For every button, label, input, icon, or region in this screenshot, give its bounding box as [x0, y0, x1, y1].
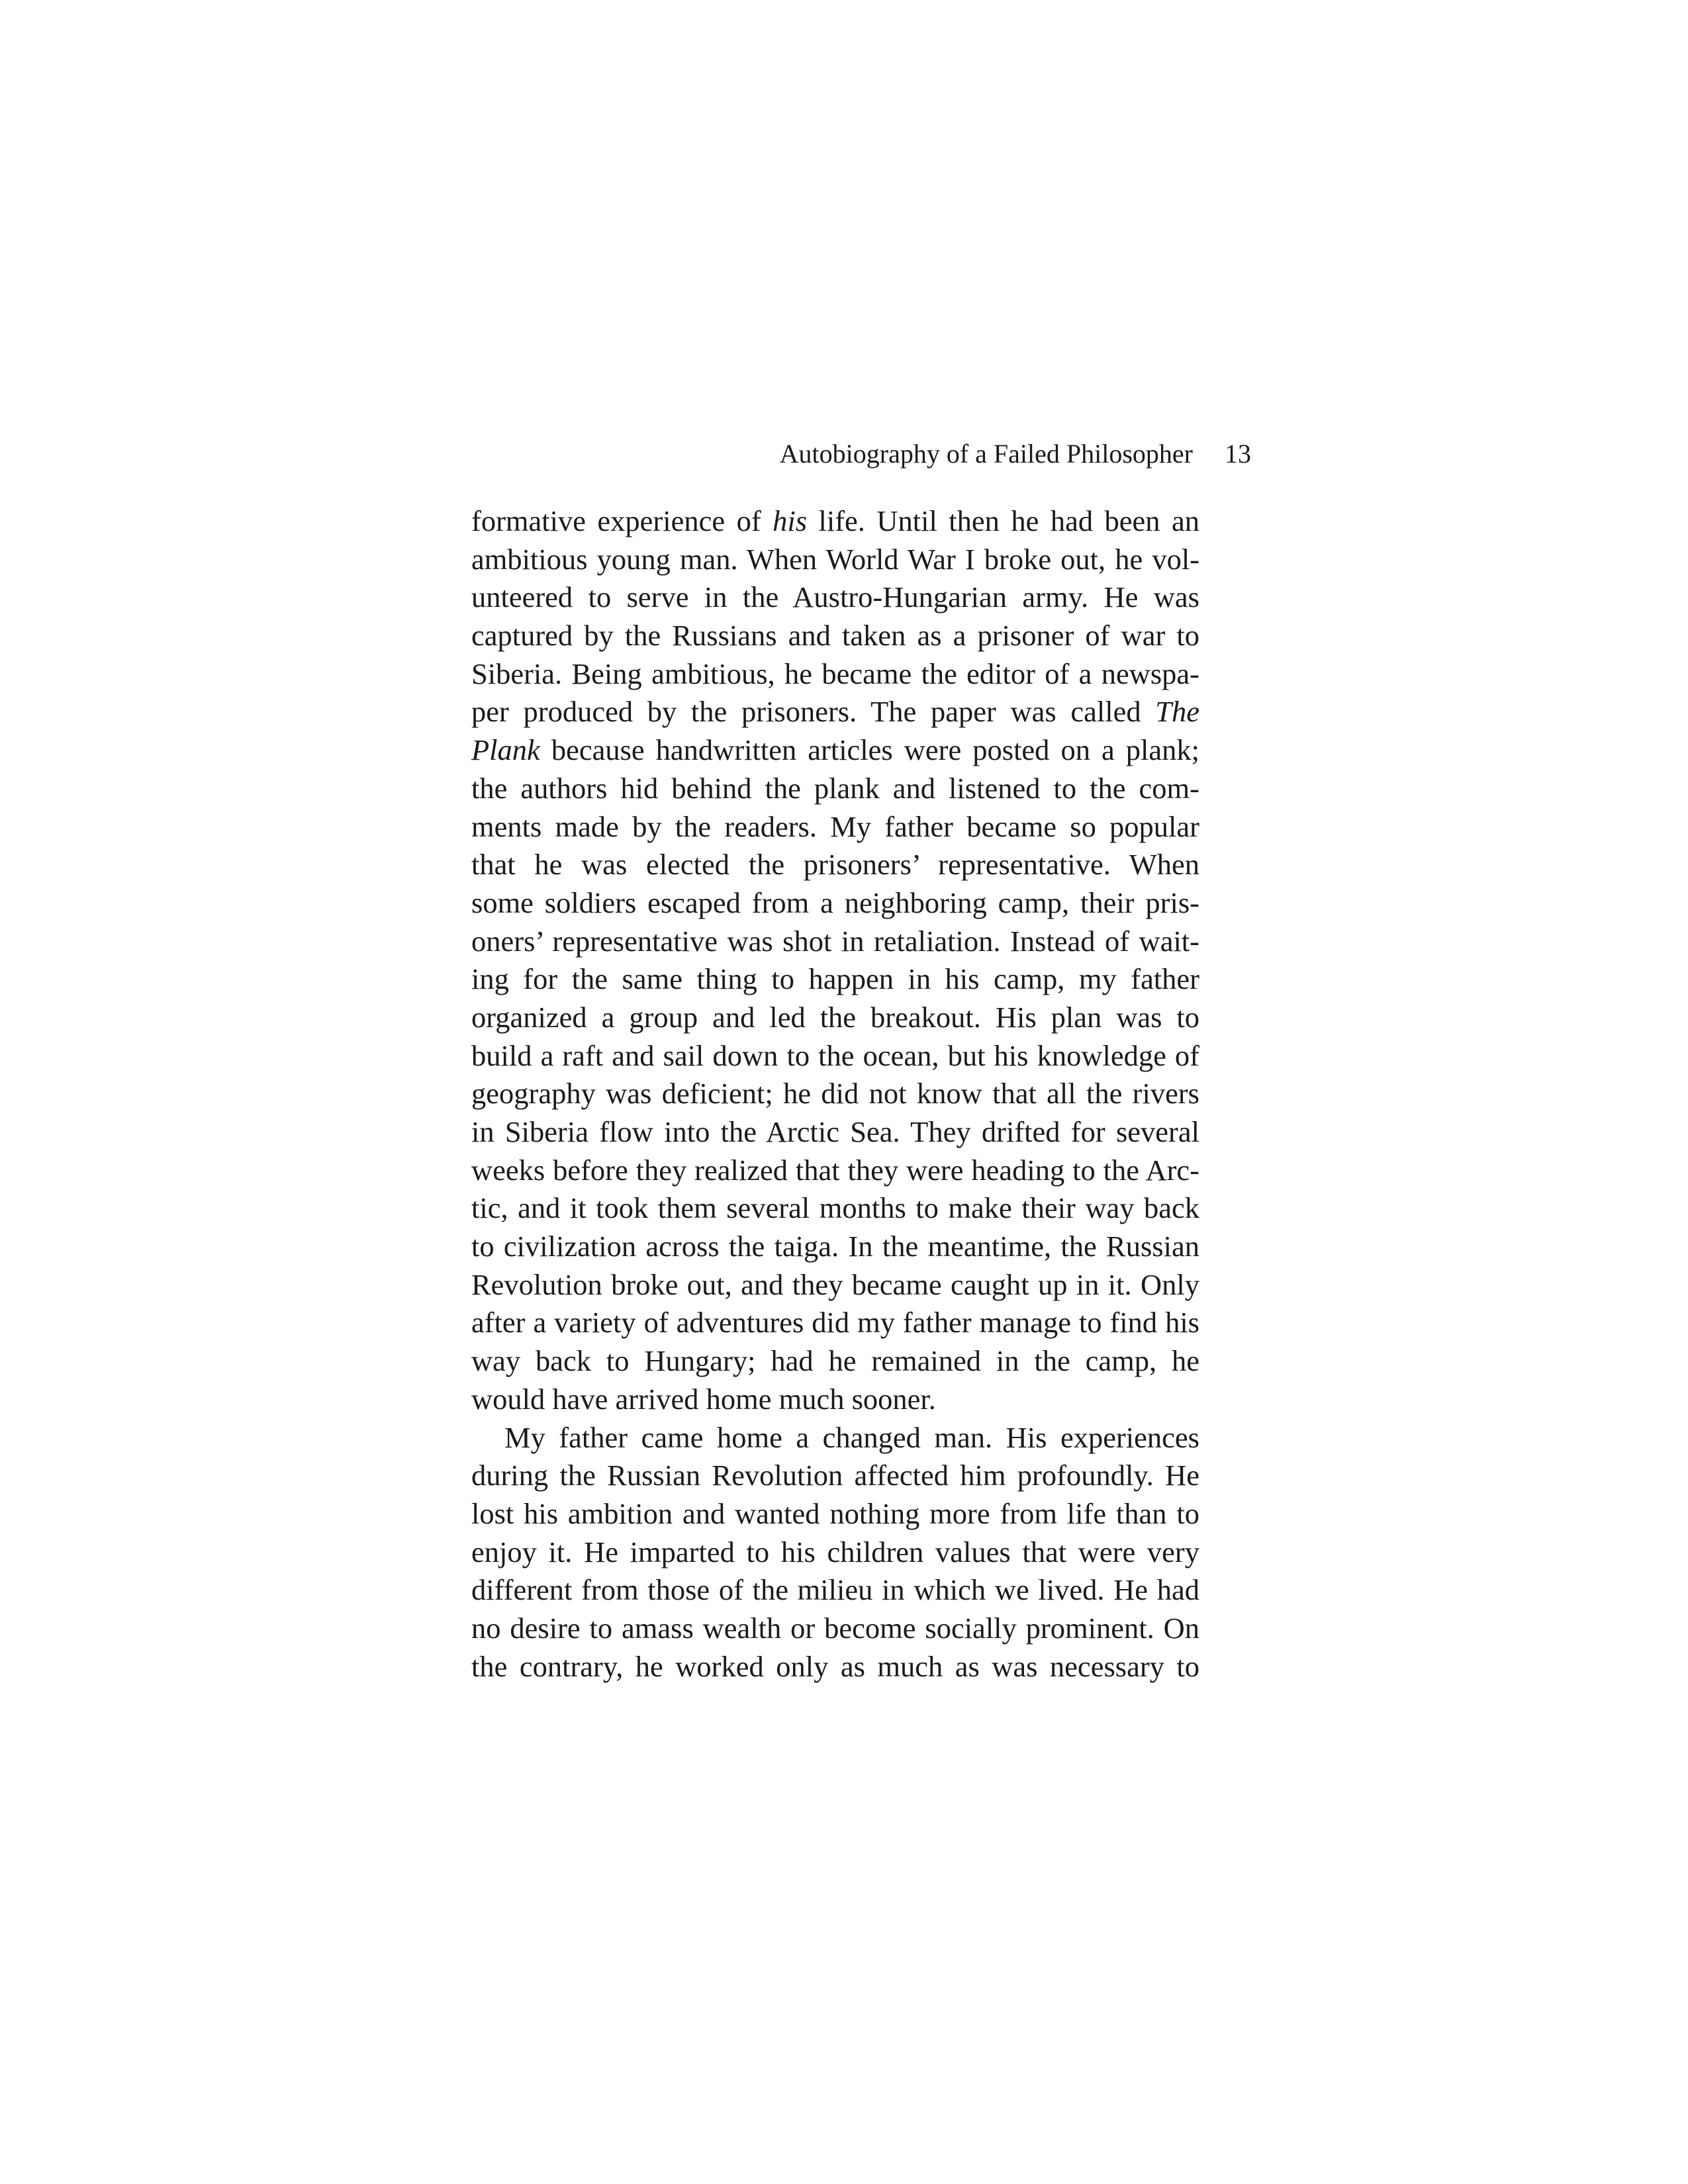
text-line: build a raft and sail down to the ocean, but his knowledge of [471, 1038, 1199, 1072]
text-line: lost his ambition and wanted nothing more from life than to [471, 1496, 1199, 1530]
text-line: weeks before they realized that they were heading to the Arc- [471, 1153, 1199, 1187]
text-line: some soldiers escaped from a neighboring camp, their pris- [471, 886, 1199, 919]
text-line: the authors hid behind the plank and listened to the com- [471, 771, 1199, 805]
text-line: ments made by the readers. My father became so popular [471, 809, 1199, 843]
text-line: Revolution broke out, and they became caught up in it. Only [471, 1267, 1199, 1301]
text-line: ing for the same thing to happen in his camp, my father [471, 962, 1199, 996]
text-line: Plank because handwritten articles were posted on a plank; [471, 733, 1199, 767]
text-line: geography was deficient; he did not know that all the rivers [471, 1077, 1199, 1111]
text-line: the contrary, he worked only as much as was necessary to [471, 1649, 1199, 1683]
text-line: that he was elected the prisoners’ representative. When [471, 848, 1199, 882]
running-head-title: Autobiography of a Failed Philosopher [779, 439, 1193, 469]
text-line: oners’ representative was shot in retaliation. Instead of wait- [471, 924, 1199, 958]
page-number: 13 [1225, 439, 1251, 469]
text-line: way back to Hungary; had he remained in the camp, he [471, 1344, 1199, 1378]
text-line: to civilization across the taiga. In the meantime, the Russian [471, 1230, 1199, 1263]
text-line: formative experience of his life. Until then he had been an [471, 504, 1199, 537]
text-line: tic, and it took them several months to make their way back [471, 1191, 1199, 1225]
text-line: per produced by the prisoners. The paper was called The [471, 695, 1199, 729]
paragraph-end-line: would have arrived home much sooner. [471, 1382, 936, 1416]
text-line: after a variety of adventures did my father manage to find his [471, 1306, 1199, 1340]
italic-title: Plank [471, 733, 540, 767]
paragraph-start-line: My father came home a changed man. His experiences [504, 1420, 1199, 1454]
text-line: during the Russian Revolution affected him profoundly. He [471, 1459, 1199, 1492]
text-line: unteered to serve in the Austro-Hungarian army. He was [471, 580, 1199, 614]
text-line: Siberia. Being ambitious, he became the editor of a newspa- [471, 657, 1199, 690]
running-head [471, 434, 1251, 474]
text-line: organized a group and led the breakout. His plan was to [471, 1000, 1199, 1034]
text-line: different from those of the milieu in which we lived. He had [471, 1573, 1199, 1607]
text-line: ambitious young man. When World War I broke out, he vol- [471, 542, 1199, 576]
text-line: enjoy it. He imparted to his children values that were very [471, 1535, 1199, 1569]
body-text [471, 502, 1199, 1686]
italic-emphasis: his [773, 504, 808, 537]
text-line: no desire to amass wealth or become socially prominent. On [471, 1611, 1199, 1645]
italic-title: The [1155, 695, 1199, 729]
text-line: in Siberia flow into the Arctic Sea. They drifted for several [471, 1115, 1199, 1148]
text-line: captured by the Russians and taken as a prisoner of war to [471, 619, 1199, 653]
